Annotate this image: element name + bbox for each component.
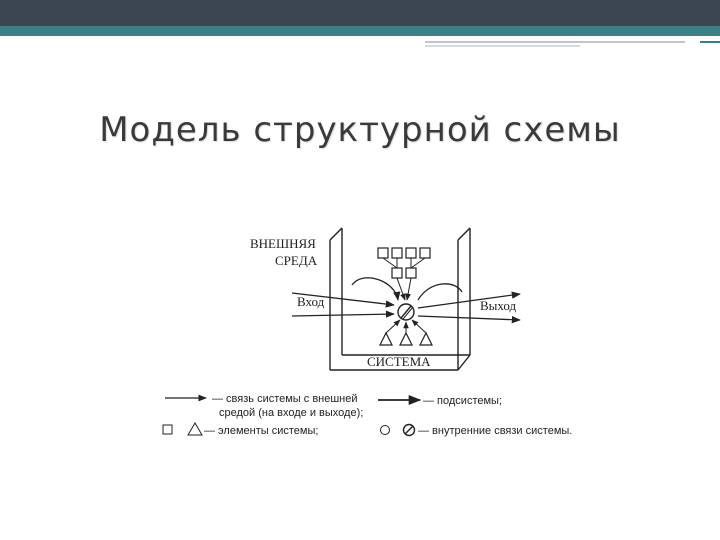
- legend-square-icon: [163, 425, 172, 434]
- input-label: Вход: [297, 294, 325, 309]
- slide-title: Модель структурной схемы: [99, 110, 621, 150]
- element-triangles: [380, 333, 432, 345]
- subsystem-squares: [378, 248, 430, 278]
- subsystem-links: [383, 258, 425, 300]
- legend-subsystems: — подсистемы;: [423, 395, 503, 407]
- output-label: Выход: [480, 298, 517, 313]
- legend-internal-links: — внутренние связи системы.: [418, 425, 573, 437]
- legend-internal-link-icon: [404, 425, 415, 436]
- legend: [163, 393, 572, 437]
- system-label: СИСТЕМА: [367, 354, 431, 369]
- internal-link-node: [398, 304, 414, 320]
- legend-triangle-icon: [188, 423, 202, 435]
- legend-external-line1: — связь системы с внешней: [212, 393, 358, 405]
- env-label-1: ВНЕШНЯЯ: [250, 236, 316, 251]
- legend-elements: — элементы системы;: [204, 425, 319, 437]
- legend-circle-icon: [381, 426, 390, 435]
- legend-external-line2: средой (на входе и выходе);: [219, 407, 364, 419]
- env-label-2: СРЕДА: [275, 253, 318, 268]
- element-links: [386, 320, 426, 333]
